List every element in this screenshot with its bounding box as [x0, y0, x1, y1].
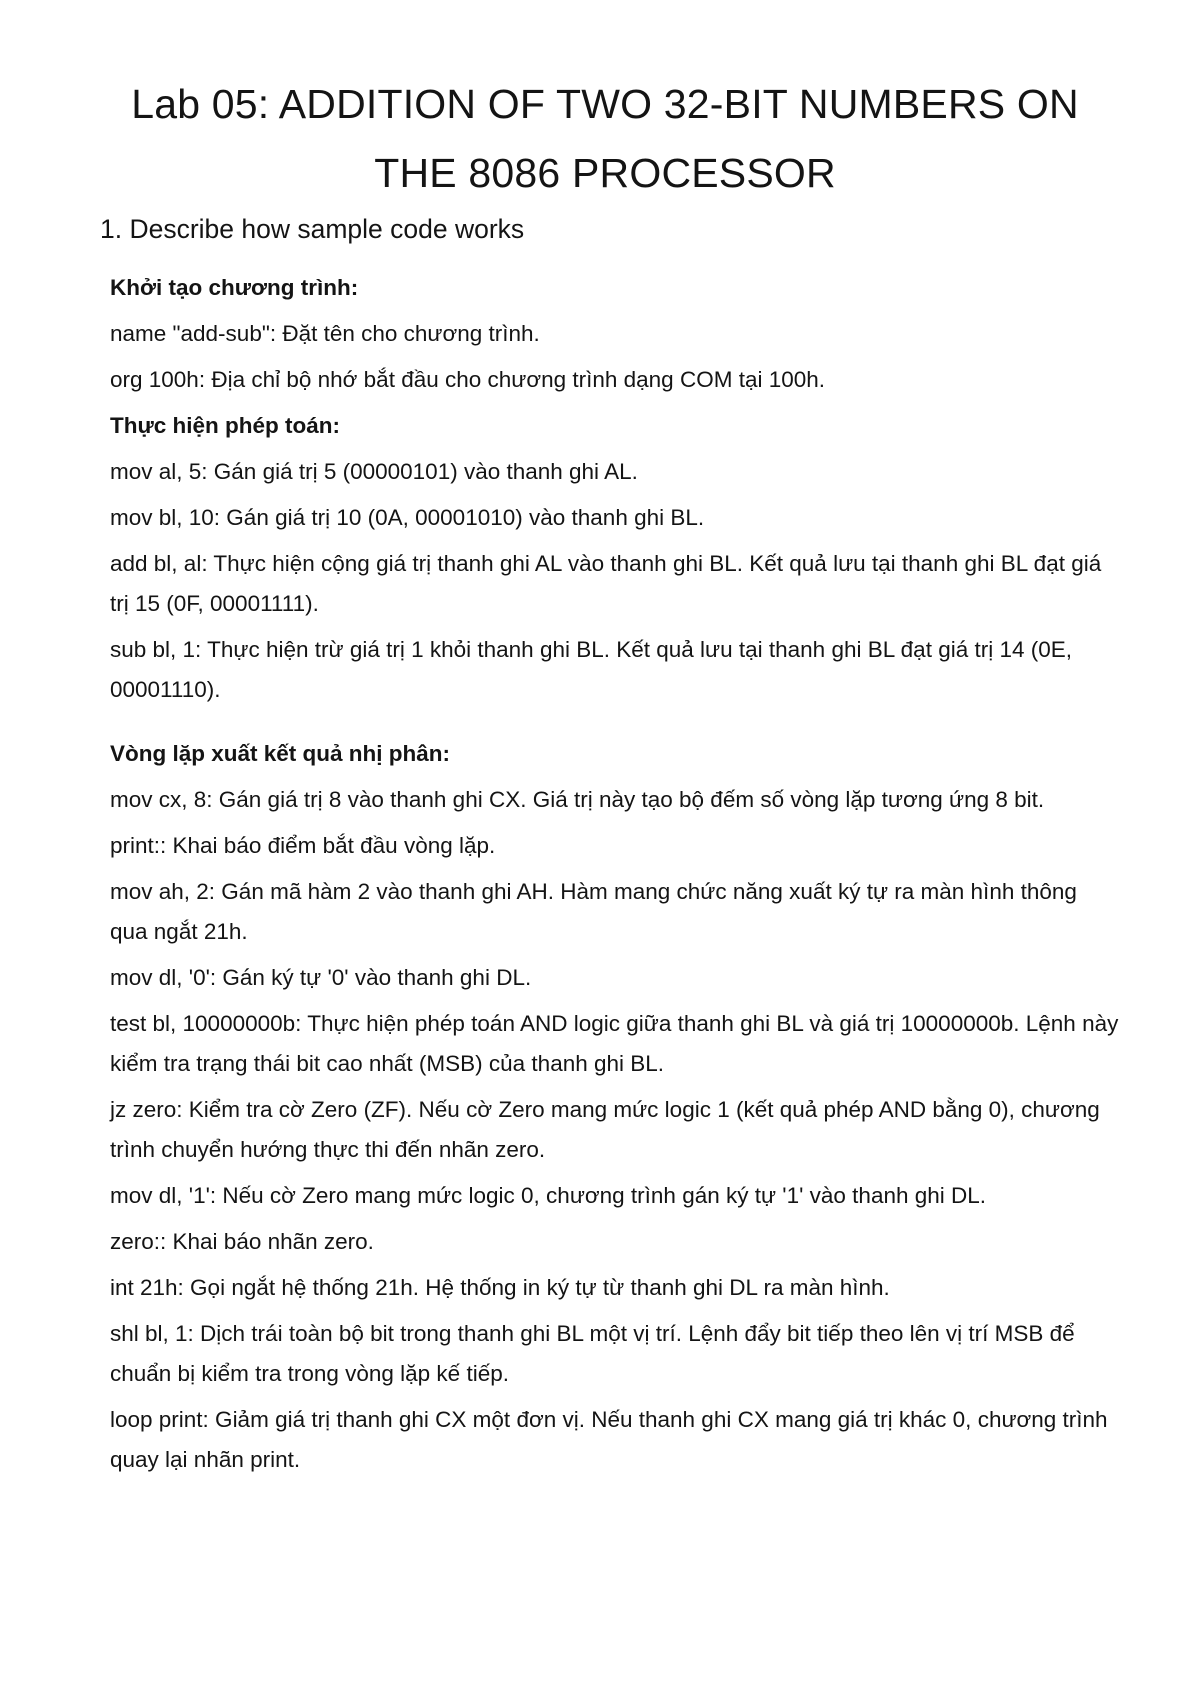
- loop-line: jz zero: Kiểm tra cờ Zero (ZF). Nếu cờ Zero mang mức logic 1 (kết quả phép AND bằng 0), chương trình chuyển hướng thực thi đến nhãn zero.: [110, 1097, 1100, 1162]
- section-1-content: [110, 268, 1120, 1480]
- loop-line: loop print: Giảm giá trị thanh ghi CX một đơn vị. Nếu thanh ghi CX mang giá trị khác 0, chương trình quay lại nhãn print.: [110, 1407, 1108, 1472]
- title-line-2: THE 8086 PROCESSOR: [374, 150, 836, 196]
- section-1-heading: 1. Describe how sample code works: [100, 214, 525, 244]
- paragraph-gap: [110, 716, 1120, 734]
- loop-line: mov cx, 8: Gán giá trị 8 vào thanh ghi CX. Giá trị này tạo bộ đếm số vòng lặp tương ứng 8 bit.: [110, 787, 1045, 812]
- document-title: [90, 70, 1120, 208]
- title-line-1: Lab 05: ADDITION OF TWO 32-BIT NUMBERS ON: [131, 81, 1079, 127]
- ops-line: mov al, 5: Gán giá trị 5 (00000101) vào thanh ghi AL.: [110, 459, 638, 484]
- ops-line: mov bl, 10: Gán giá trị 10 (0A, 00001010) vào thanh ghi BL.: [110, 505, 705, 530]
- loop-line: mov ah, 2: Gán mã hàm 2 vào thanh ghi AH. Hàm mang chức năng xuất ký tự ra màn hình thông qua ngắt 21h.: [110, 879, 1077, 944]
- init-line: name "add-sub": Đặt tên cho chương trình.: [110, 321, 540, 346]
- loop-line: mov dl, '1': Nếu cờ Zero mang mức logic 0, chương trình gán ký tự '1' vào thanh ghi DL.: [110, 1183, 987, 1208]
- loop-line: test bl, 10000000b: Thực hiện phép toán AND logic giữa thanh ghi BL và giá trị 10000000b. Lệnh này kiểm tra trạng thái bit cao nhất (MSB) của thanh ghi BL.: [110, 1011, 1119, 1076]
- loop-line: print:: Khai báo điểm bắt đầu vòng lặp.: [110, 833, 496, 858]
- init-heading: Khởi tạo chương trình:: [110, 275, 359, 300]
- ops-line: add bl, al: Thực hiện cộng giá trị thanh ghi AL vào thanh ghi BL. Kết quả lưu tại thanh ghi BL đạt giá trị 15 (0F, 00001111).: [110, 551, 1102, 616]
- ops-heading: Thực hiện phép toán:: [110, 413, 341, 438]
- ops-line: sub bl, 1: Thực hiện trừ giá trị 1 khỏi thanh ghi BL. Kết quả lưu tại thanh ghi BL đạt giá trị 14 (0E, 00001110).: [110, 637, 1073, 702]
- loop-line: zero:: Khai báo nhãn zero.: [110, 1229, 374, 1254]
- loop-line: shl bl, 1: Dịch trái toàn bộ bit trong thanh ghi BL một vị trí. Lệnh đẩy bit tiếp theo lên vị trí MSB để chuẩn bị kiểm tra trong vòng lặp kế tiếp.: [110, 1321, 1075, 1386]
- loop-heading: Vòng lặp xuất kết quả nhị phân:: [110, 741, 451, 766]
- loop-line: int 21h: Gọi ngắt hệ thống 21h. Hệ thống in ký tự từ thanh ghi DL ra màn hình.: [110, 1275, 890, 1300]
- init-line: org 100h: Địa chỉ bộ nhớ bắt đầu cho chương trình dạng COM tại 100h.: [110, 367, 826, 392]
- loop-line: mov dl, '0': Gán ký tự '0' vào thanh ghi DL.: [110, 965, 532, 990]
